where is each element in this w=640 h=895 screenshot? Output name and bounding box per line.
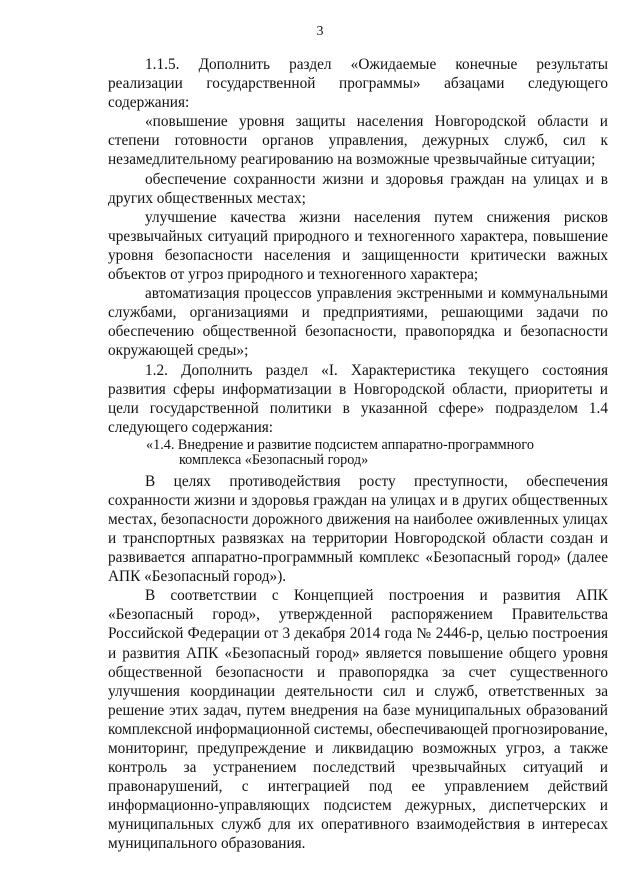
paragraph-automation: автоматизация процессов управления экстренными и коммунальными службами, организациями и предприятиями, решающими задачи по обеспечению общественной безопасности, правопорядка и безопасности окружающей среды»;	[108, 285, 608, 360]
page-number: 3	[316, 24, 324, 39]
paragraph-concept: В соответствии с Концепцией построения и развития АПК «Безопасный город», утвержденной распоряжением Правительства Российской Федерации от 3 декабря 2014 года № 2446-р, целью построения и развития АПК «Безопасный город» является повышение общего уровня общественной безопасности и правопорядка за счет существенного улучшения координации деятельности сил и служб, ответственных за решение этих задач, путем внедрения на базе муниципальных образований комплексной информационной системы, обеспечивающей прогнозирование, мониторинг, предупреждение и ликвидацию возможных угроз, а также контроль за устранением последствий чрезвычайных ситуаций и правонарушений, с интеграцией под ее управлением действий информационно-управляющих подсистем дежурных, диспетчерских и муниципальных служб для их оперативного взаимодействия в интересах муниципального образования.	[108, 587, 608, 853]
section-heading-line-2: комплекса «Безопасный город»	[179, 452, 369, 469]
paragraph-1-1-5: 1.1.5. Дополнить раздел «Ожидаемые конечные результаты реализации государственной программы» абзацами следующего содержания:	[108, 56, 608, 112]
paragraph-1-2: 1.2. Дополнить раздел «I. Характеристика текущего состояния развития сферы информатизации в Новгородской области, приоритеты и цели государственной политики в указанной сфере» подразделом 1.4 следующего содержания:	[108, 361, 608, 436]
section-heading-text	[108, 438, 608, 469]
paragraph-protection-level: «повышение уровня защиты населения Новгородской области и степени готовности органов управления, дежурных служб, сил к незамедлительному реагированию на возможные чрезвычайные ситуации;	[108, 113, 608, 169]
section-heading	[108, 438, 608, 469]
section-heading-line-1: «1.4. Внедрение и развитие подсистем аппаратно-программного	[146, 436, 534, 453]
paragraph-quality-of-life: улучшение качества жизни населения путем снижения рисков чрезвычайных ситуаций природного и техногенного характера, повышение уровня безопасности населения и защищенности критически важных объектов от угроз природного и техногенного характера;	[108, 208, 608, 284]
document-body	[108, 55, 608, 854]
paragraph-life-safety: обеспечение сохранности жизни и здоровья граждан на улицах и в других общественных местах;	[108, 170, 608, 207]
paragraph-crime-prevention: В целях противодействия росту преступности, обеспечения сохранности жизни и здоровья граждан на улицах и в других общественных местах, безопасности дорожного движения на наиболее оживленных улицах и транспортных развязках на территории Новгородской области создан и развивается аппаратно-программный комплекс «Безопасный город» (далее АПК «Безопасный город»).	[108, 472, 608, 586]
